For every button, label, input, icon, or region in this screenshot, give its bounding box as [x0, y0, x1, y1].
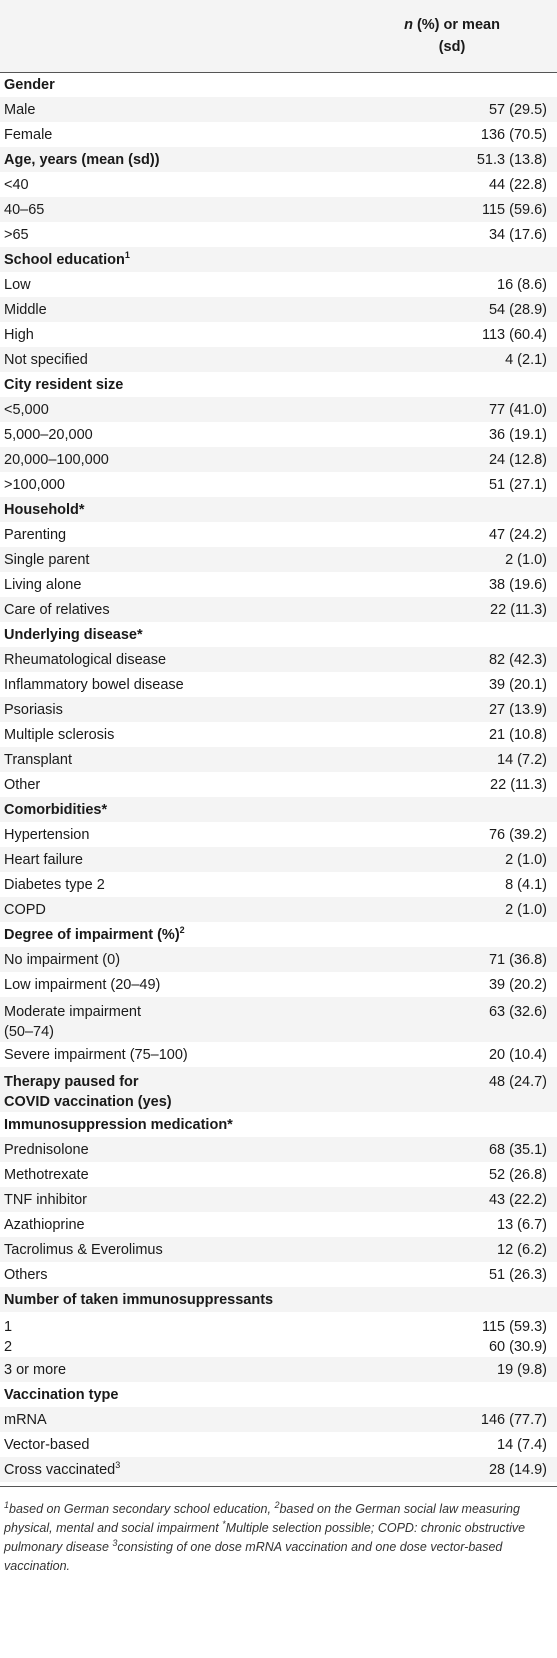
row-label-text: Prednisolone — [4, 1142, 89, 1158]
row-value-text: 146 (77.7) — [480, 1412, 547, 1428]
row-label — [4, 1217, 364, 1233]
section-label — [4, 77, 364, 93]
table-row — [0, 597, 557, 622]
row-value-text: 34 (17.6) — [488, 227, 547, 243]
row-value — [397, 127, 547, 143]
table-row — [0, 647, 557, 672]
row-label-text: Others — [4, 1267, 48, 1283]
table-row — [0, 1407, 557, 1432]
row-label — [4, 1047, 364, 1063]
row-label-text: Comorbidities* — [4, 802, 108, 818]
row-value — [397, 277, 547, 293]
row-value-text: 22 (11.3) — [490, 777, 547, 793]
row-value — [397, 202, 547, 218]
row-value — [397, 1242, 547, 1258]
footnote-text-4: consisting of one dose mRNA vaccination and one dose vector-based vaccination. — [4, 1540, 503, 1573]
row-label — [4, 452, 364, 468]
table-row — [0, 1137, 557, 1162]
row-label-text: Methotrexate — [4, 1167, 89, 1183]
row-value-text: 2 (1.0) — [505, 552, 547, 568]
table-row — [0, 1237, 557, 1262]
row-label-text: School education — [4, 252, 125, 268]
row-value — [397, 702, 547, 718]
row-label-text: mRNA — [4, 1412, 47, 1428]
row-value — [397, 1002, 547, 1022]
table-row — [0, 172, 557, 197]
row-value-text: 27 (13.9) — [488, 702, 547, 718]
footnote-text-3: Multiple selection possible; COPD: chronic obstructive pulmonary disease — [4, 1521, 526, 1554]
row-label — [4, 577, 364, 593]
row-value-text: 36 (19.1) — [488, 427, 547, 443]
row-value-text: 14 (7.4) — [497, 1437, 547, 1453]
row-value — [397, 1047, 547, 1063]
row-label-sup: 2 — [179, 925, 185, 936]
row-label-text: <40 — [4, 177, 29, 193]
row-value — [397, 427, 547, 443]
row-label — [4, 1462, 364, 1478]
row-label — [4, 677, 364, 693]
row-value — [397, 302, 547, 318]
row-value-text: 51 (27.1) — [488, 477, 547, 493]
row-value — [397, 977, 547, 993]
row-value — [397, 727, 547, 743]
row-label-text: <5,000 — [4, 402, 49, 418]
row-value-text: 14 (7.2) — [497, 752, 547, 768]
row-label-text: Heart failure — [4, 852, 83, 868]
section-label — [4, 1072, 364, 1112]
table-row — [0, 1042, 557, 1067]
row-value — [397, 1362, 547, 1378]
row-value — [397, 402, 547, 418]
section-label — [4, 1387, 364, 1403]
table-row — [0, 422, 557, 447]
table-row — [0, 297, 557, 322]
table-row — [0, 397, 557, 422]
row-value-text: 71 (36.8) — [488, 952, 547, 968]
row-label-text: Cross vaccinated — [4, 1462, 116, 1478]
footnote-text-1: based on German secondary school education, — [9, 1502, 275, 1516]
row-label-text: Age, years (mean (sd)) — [4, 152, 160, 168]
row-label-text: Multiple sclerosis — [4, 727, 115, 743]
row-value-text: 43 (22.2) — [488, 1192, 547, 1208]
row-value-text: 39 (20.1) — [488, 677, 547, 693]
row-value — [397, 852, 547, 868]
row-value-text: 54 (28.9) — [488, 302, 547, 318]
row-value — [397, 1072, 547, 1092]
row-value — [397, 1142, 547, 1158]
row-label-text: Male — [4, 102, 36, 118]
section-label — [4, 627, 364, 643]
row-label-text: Transplant — [4, 752, 72, 768]
table-row — [0, 847, 557, 872]
row-value — [397, 177, 547, 193]
row-value — [397, 902, 547, 918]
table-bottom-rule — [0, 1486, 557, 1487]
section-label — [4, 927, 364, 943]
row-label — [4, 1437, 364, 1453]
row-label — [4, 327, 364, 343]
table-row — [0, 1187, 557, 1212]
row-value — [397, 677, 547, 693]
row-label — [4, 1362, 364, 1378]
row-value — [397, 577, 547, 593]
row-value — [397, 1462, 547, 1478]
section-label — [4, 802, 364, 818]
column-header-line2: (sd) — [438, 39, 466, 55]
table-row — [0, 872, 557, 897]
row-value-text: 8 (4.1) — [505, 877, 547, 893]
row-value — [397, 1192, 547, 1208]
row-label-text: Vector-based — [4, 1437, 90, 1453]
row-label — [4, 527, 364, 543]
row-value — [397, 1317, 547, 1357]
row-label-text: >100,000 — [4, 477, 65, 493]
footnote-text-2: based on the German social law measuring physical, mental and social impairment — [4, 1502, 520, 1535]
row-value-text: 82 (42.3) — [488, 652, 547, 668]
row-value-text: 77 (41.0) — [488, 402, 547, 418]
table-row — [0, 947, 557, 972]
table-row — [0, 772, 557, 797]
table-row — [0, 522, 557, 547]
row-value — [397, 752, 547, 768]
row-value-text: 22 (11.3) — [490, 602, 547, 618]
table-row — [0, 722, 557, 747]
row-value-text: 20 (10.4) — [488, 1047, 547, 1063]
row-value — [397, 552, 547, 568]
row-label — [4, 1002, 364, 1042]
row-label-text: Diabetes type 2 — [4, 877, 105, 893]
row-value-text: 63 (32.6) — [488, 1004, 547, 1020]
footnote-sup-star: * — [222, 1518, 226, 1529]
table-row — [0, 1432, 557, 1457]
row-label — [4, 827, 364, 843]
table-row — [0, 122, 557, 147]
row-value-line2: 60 (30.9) — [488, 1339, 547, 1355]
row-label-text: COPD — [4, 902, 46, 918]
row-value — [397, 527, 547, 543]
section-label — [4, 252, 364, 268]
row-label-text: Other — [4, 777, 41, 793]
row-label-line2: (50–74) — [4, 1024, 54, 1040]
row-label — [4, 977, 364, 993]
row-value-text: 136 (70.5) — [480, 127, 547, 143]
row-value-text: 39 (20.2) — [488, 977, 547, 993]
row-label-text: Living alone — [4, 577, 82, 593]
section-row — [0, 72, 557, 97]
row-label — [4, 877, 364, 893]
row-value — [397, 452, 547, 468]
row-label — [4, 777, 364, 793]
section-row — [0, 497, 557, 522]
table-row — [0, 447, 557, 472]
row-label-text: City resident size — [4, 377, 124, 393]
row-label-text: Middle — [4, 302, 47, 318]
row-label-text: Female — [4, 127, 53, 143]
table-row — [0, 322, 557, 347]
column-header-text: (%) or mean — [412, 17, 500, 33]
row-value-text: 38 (19.6) — [488, 577, 547, 593]
table-row — [0, 972, 557, 997]
row-label-text: Severe impairment (75–100) — [4, 1047, 188, 1063]
column-header — [377, 14, 527, 58]
row-value-text: 51.3 (13.8) — [476, 152, 547, 168]
row-label — [4, 227, 364, 243]
row-label-text: Low impairment (20–49) — [4, 977, 161, 993]
row-label — [4, 1167, 364, 1183]
row-label — [4, 427, 364, 443]
row-value — [397, 1167, 547, 1183]
row-value-text: 19 (9.8) — [497, 1362, 547, 1378]
row-label — [4, 302, 364, 318]
row-value-text: 68 (35.1) — [488, 1142, 547, 1158]
row-label-text: Moderate impairment — [4, 1004, 141, 1020]
row-value — [397, 652, 547, 668]
row-label-text: 20,000–100,000 — [4, 452, 109, 468]
row-label — [4, 477, 364, 493]
row-label — [4, 952, 364, 968]
row-value — [397, 827, 547, 843]
row-value-text: 47 (24.2) — [488, 527, 547, 543]
row-label-text: Care of relatives — [4, 602, 110, 618]
table-row — [0, 1457, 557, 1482]
section-row — [0, 622, 557, 647]
row-value-text: 12 (6.2) — [497, 1242, 547, 1258]
section-row — [0, 1112, 557, 1137]
row-label-text: Underlying disease* — [4, 627, 143, 643]
section-row — [0, 247, 557, 272]
row-value — [397, 1267, 547, 1283]
row-label-sup: 3 — [115, 1460, 121, 1471]
section-row — [0, 1067, 557, 1112]
table-row — [0, 822, 557, 847]
row-value-text: 113 (60.4) — [481, 327, 547, 343]
row-label-text: 3 or more — [4, 1362, 67, 1378]
table-row — [0, 472, 557, 497]
row-value-text: 4 (2.1) — [505, 352, 547, 368]
section-label — [4, 1292, 364, 1308]
row-label-text: Number of taken immunosuppressants — [4, 1292, 274, 1308]
row-label-text: Household* — [4, 502, 85, 518]
table-row — [0, 97, 557, 122]
row-label-line2: 2 — [4, 1339, 13, 1355]
row-value-text: 44 (22.8) — [488, 177, 547, 193]
row-label-text: Degree of impairment (%) — [4, 927, 180, 943]
row-value — [397, 352, 547, 368]
row-value — [397, 777, 547, 793]
row-label-text: Parenting — [4, 527, 67, 543]
row-label — [4, 177, 364, 193]
row-value-text: 76 (39.2) — [488, 827, 547, 843]
row-label — [4, 277, 364, 293]
row-label — [4, 102, 364, 118]
table-row — [0, 1162, 557, 1187]
row-value — [397, 102, 547, 118]
row-value-text: 115 (59.3) — [481, 1319, 547, 1335]
table-row — [0, 747, 557, 772]
row-label — [4, 402, 364, 418]
table-row — [0, 1262, 557, 1287]
row-label-text: TNF inhibitor — [4, 1192, 87, 1208]
row-label-text: Not specified — [4, 352, 88, 368]
row-value — [397, 602, 547, 618]
row-label-text: Inflammatory bowel disease — [4, 677, 184, 693]
row-value-text: 2 (1.0) — [505, 902, 547, 918]
table-row — [0, 272, 557, 297]
row-label — [4, 1242, 364, 1258]
row-value-text: 2 (1.0) — [505, 852, 547, 868]
section-row — [0, 1287, 557, 1312]
table-row — [0, 897, 557, 922]
section-row — [0, 922, 557, 947]
section-label — [4, 1117, 364, 1133]
row-label — [4, 702, 364, 718]
row-value-text: 48 (24.7) — [488, 1074, 547, 1090]
row-value — [397, 227, 547, 243]
table-row — [0, 1312, 557, 1357]
row-value — [397, 877, 547, 893]
row-label — [4, 602, 364, 618]
row-label-line2: COVID vaccination (yes) — [4, 1094, 172, 1110]
row-value — [397, 477, 547, 493]
row-label-text: No impairment (0) — [4, 952, 121, 968]
row-label — [4, 852, 364, 868]
column-header-italic: n — [404, 17, 413, 33]
table-row — [0, 1357, 557, 1382]
row-value-text: 16 (8.6) — [497, 277, 547, 293]
row-value — [397, 1412, 547, 1428]
section-label — [4, 152, 364, 168]
table-row — [0, 572, 557, 597]
row-value-text: 21 (10.8) — [488, 727, 547, 743]
section-label — [4, 377, 364, 393]
table-row — [0, 222, 557, 247]
row-label-text: Gender — [4, 77, 55, 93]
section-row — [0, 372, 557, 397]
row-value-text: 28 (14.9) — [488, 1462, 547, 1478]
row-value — [397, 952, 547, 968]
row-label — [4, 902, 364, 918]
section-row — [0, 797, 557, 822]
row-label — [4, 1142, 364, 1158]
row-label-text: Therapy paused for — [4, 1074, 139, 1090]
row-label — [4, 727, 364, 743]
table-row — [0, 197, 557, 222]
row-label — [4, 752, 364, 768]
row-value-text: 24 (12.8) — [488, 452, 547, 468]
row-label — [4, 652, 364, 668]
row-label-text: High — [4, 327, 34, 343]
row-label — [4, 127, 364, 143]
row-label-text: 40–65 — [4, 202, 45, 218]
row-label — [4, 1267, 364, 1283]
table-row — [0, 697, 557, 722]
row-value-text: 13 (6.7) — [497, 1217, 547, 1233]
row-label-text: Vaccination type — [4, 1387, 119, 1403]
row-label-text: Immunosuppression medication* — [4, 1117, 233, 1133]
row-value — [397, 1217, 547, 1233]
row-label — [4, 1192, 364, 1208]
row-label — [4, 552, 364, 568]
row-label-text: 5,000–20,000 — [4, 427, 93, 443]
row-value-text: 51 (26.3) — [488, 1267, 547, 1283]
table-row — [0, 997, 557, 1042]
row-label-text: Rheumatological disease — [4, 652, 167, 668]
row-label-sup: 1 — [124, 250, 130, 261]
row-label-text: Psoriasis — [4, 702, 63, 718]
row-value — [397, 1437, 547, 1453]
row-value-text: 115 (59.6) — [481, 202, 547, 218]
section-row — [0, 147, 557, 172]
row-value-text: 57 (29.5) — [488, 102, 547, 118]
table-row — [0, 347, 557, 372]
table-row — [0, 1212, 557, 1237]
table-header — [0, 0, 557, 73]
row-label-text: Tacrolimus & Everolimus — [4, 1242, 163, 1258]
row-value — [397, 327, 547, 343]
row-label — [4, 352, 364, 368]
row-label — [4, 1412, 364, 1428]
row-label-text: Hypertension — [4, 827, 90, 843]
footnote-sup-1: 1 — [4, 1499, 10, 1510]
table-footnote — [4, 1500, 552, 1576]
row-label — [4, 202, 364, 218]
row-value-text: 52 (26.8) — [488, 1167, 547, 1183]
table-row — [0, 672, 557, 697]
row-label-text: >65 — [4, 227, 29, 243]
row-label-text: Azathioprine — [4, 1217, 85, 1233]
section-row — [0, 1382, 557, 1407]
row-label-text: Low — [4, 277, 31, 293]
row-value — [397, 152, 547, 168]
footnote-sup-3: 3 — [112, 1537, 118, 1548]
row-label-text: 1 — [4, 1319, 13, 1335]
footnote-sup-2: 2 — [274, 1499, 280, 1510]
row-label — [4, 1317, 364, 1357]
section-label — [4, 502, 364, 518]
row-label-text: Single parent — [4, 552, 90, 568]
table-row — [0, 547, 557, 572]
